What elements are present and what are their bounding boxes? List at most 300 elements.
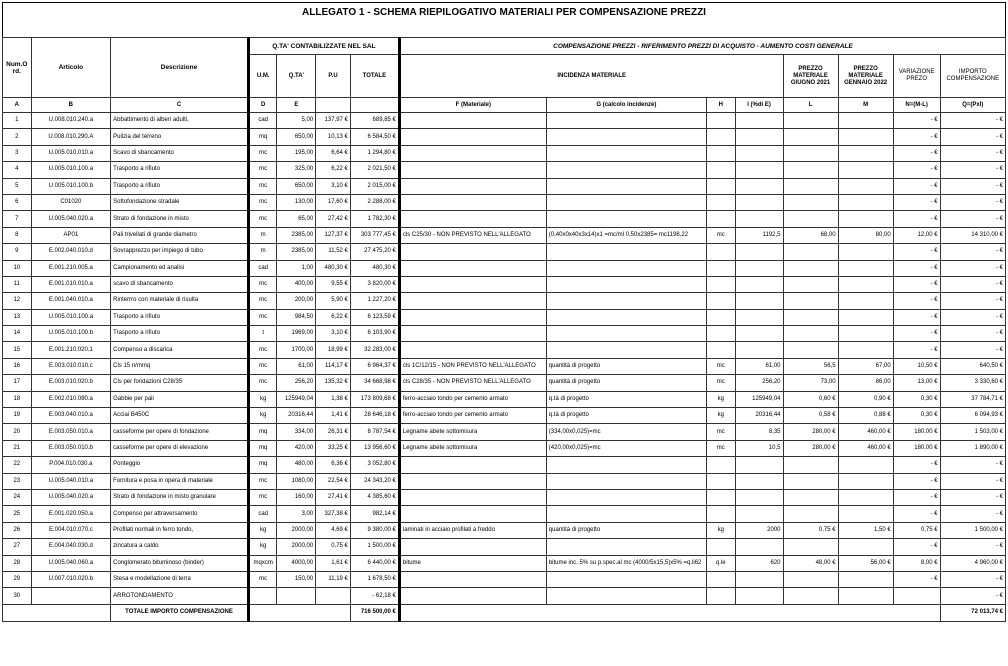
cell-articolo: E.001.210.005.a bbox=[31, 260, 111, 276]
table-row bbox=[3, 375, 1006, 391]
cell-incidenza bbox=[735, 194, 783, 210]
cell-qta: 200,00 bbox=[277, 293, 316, 309]
cell-prezzo-gennaio: 460,00 € bbox=[838, 440, 893, 456]
cell-variazione: 0,30 € bbox=[893, 391, 940, 407]
cell-pu: 327,38 € bbox=[316, 506, 351, 522]
cell-importo: - € bbox=[940, 260, 1005, 276]
column-letter: E bbox=[277, 98, 316, 113]
cell-h bbox=[706, 129, 735, 145]
table-row bbox=[3, 489, 1006, 505]
cell-qta: 480,00 bbox=[277, 457, 316, 473]
cell-articolo: E.002.010.080.a bbox=[31, 391, 111, 407]
cell-totale: 6 440,00 € bbox=[350, 555, 399, 571]
cell-materiale bbox=[399, 457, 546, 473]
cell-pu: 0,75 € bbox=[316, 539, 351, 555]
cell-articolo: U.005.010.100.a bbox=[31, 309, 111, 325]
cell-descrizione: Acciai B450C bbox=[111, 408, 249, 424]
header-qta-group: Q.TA' CONTABILIZZATE NEL SAL bbox=[248, 38, 399, 55]
cell-calcolo: (334,00x0,025)=mc bbox=[546, 424, 706, 440]
cell-importo: - € bbox=[940, 457, 1005, 473]
cell-qta: 400,00 bbox=[277, 276, 316, 292]
cell-importo: 37 784,71 € bbox=[940, 391, 1005, 407]
table-row bbox=[3, 178, 1006, 194]
table-row bbox=[3, 408, 1006, 424]
table-row bbox=[3, 260, 1006, 276]
cell-h: kg bbox=[706, 408, 735, 424]
cell-totale: 32 283,00 € bbox=[350, 342, 399, 358]
cell-materiale: cls C28/35 - NON PREVISTO NELL'ALLEGATO bbox=[399, 375, 546, 391]
cell-materiale bbox=[399, 276, 546, 292]
cell-variazione: - € bbox=[893, 571, 940, 587]
cell-num: 18 bbox=[3, 391, 32, 407]
cell-prezzo-gennaio bbox=[838, 473, 893, 489]
cell-variazione: - € bbox=[893, 309, 940, 325]
cell-h bbox=[706, 489, 735, 505]
cell-variazione: - € bbox=[893, 506, 940, 522]
cell-materiale: ferro-acciaio tondo per cemento armato bbox=[399, 391, 546, 407]
cell-articolo: E.003.040.010.a bbox=[31, 408, 111, 424]
cell-descrizione: Compenso a discarica bbox=[111, 342, 249, 358]
table-row bbox=[3, 571, 1006, 587]
header-num-ord: Num.O rd. bbox=[3, 38, 32, 98]
column-letter: G (calcolo incidenze) bbox=[546, 98, 706, 113]
cell-descrizione: Trasporto a rifiuto bbox=[111, 326, 249, 342]
cell-prezzo-gennaio: 86,00 bbox=[838, 375, 893, 391]
cell-prezzo-gennaio bbox=[838, 457, 893, 473]
cell-pu: 137,97 € bbox=[316, 113, 351, 129]
cell-num: 11 bbox=[3, 276, 32, 292]
column-letter: F (Materiale) bbox=[399, 98, 546, 113]
cell-incidenza bbox=[735, 326, 783, 342]
totals-importo: 72 013,74 € bbox=[940, 604, 1005, 621]
blank-row bbox=[2, 23, 1006, 37]
cell-calcolo bbox=[546, 211, 706, 227]
table-row bbox=[3, 424, 1006, 440]
cell-totale: 303 777,45 € bbox=[350, 227, 399, 243]
cell-prezzo-giugno bbox=[783, 489, 838, 505]
cell-pu: 1,61 € bbox=[316, 555, 351, 571]
cell-qta: 650,00 bbox=[277, 129, 316, 145]
cell-pu: 26,31 € bbox=[316, 424, 351, 440]
table-row bbox=[3, 440, 1006, 456]
cell-prezzo-gennaio bbox=[838, 293, 893, 309]
cell-pu: 27,42 € bbox=[316, 211, 351, 227]
column-letter: D bbox=[248, 98, 277, 113]
cell-calcolo: bitume inc. 5% su p.spec.al mc (4000/5x15,5)x5% =q.li62 bbox=[546, 555, 706, 571]
cell-h bbox=[706, 178, 735, 194]
cell-prezzo-giugno: 56,5 bbox=[783, 358, 838, 374]
header-articolo: Articolo bbox=[31, 38, 111, 98]
totals-label: TOTALE IMPORTO COMPENSAZIONE bbox=[111, 604, 249, 621]
cell-prezzo-gennaio: 67,00 bbox=[838, 358, 893, 374]
cell-descrizione: Abbattimento di alberi adulti, bbox=[111, 113, 249, 129]
table-row bbox=[3, 358, 1006, 374]
cell-num: 1 bbox=[3, 113, 32, 129]
table-row bbox=[3, 244, 1006, 260]
cell-incidenza bbox=[735, 489, 783, 505]
cell-calcolo bbox=[546, 309, 706, 325]
cell-materiale: cls C25/30 - NON PREVISTO NELL'ALLEGATO bbox=[399, 227, 546, 243]
cell-calcolo: (420,00x0,025)=mc bbox=[546, 440, 706, 456]
cell-pu: 127,37 € bbox=[316, 227, 351, 243]
cell-importo: - € bbox=[940, 194, 1005, 210]
cell-num: 30 bbox=[3, 588, 32, 604]
cell-importo: - € bbox=[940, 129, 1005, 145]
cell-importo: 6 094,93 € bbox=[940, 408, 1005, 424]
cell-articolo: E.003.050.010.a bbox=[31, 424, 111, 440]
cell-prezzo-giugno bbox=[783, 293, 838, 309]
cell-importo: - € bbox=[940, 162, 1005, 178]
cell-totale: - 62,18 € bbox=[350, 588, 399, 604]
cell-um: cad bbox=[248, 113, 277, 129]
cell-prezzo-gennaio bbox=[838, 342, 893, 358]
cell-importo: - € bbox=[940, 293, 1005, 309]
cell-calcolo bbox=[546, 326, 706, 342]
cell-incidenza: 61,00 bbox=[735, 358, 783, 374]
cell-calcolo bbox=[546, 129, 706, 145]
cell-importo: - € bbox=[940, 342, 1005, 358]
cell-qta: 2000,00 bbox=[277, 539, 316, 555]
cell-articolo: E.004.010.070.c bbox=[31, 522, 111, 538]
cell-articolo: P.004.010.030.a bbox=[31, 457, 111, 473]
header-importo: IMPORTO COMPENSAZIONE bbox=[940, 55, 1005, 98]
column-letter: M bbox=[838, 98, 893, 113]
cell-articolo: U.005.040.060.a bbox=[31, 555, 111, 571]
cell-articolo: E.002.040.010.d bbox=[31, 244, 111, 260]
cell-materiale bbox=[399, 129, 546, 145]
column-letter: A bbox=[3, 98, 32, 113]
cell-incidenza bbox=[735, 276, 783, 292]
cell-totale: 2 021,50 € bbox=[350, 162, 399, 178]
cell-incidenza bbox=[735, 145, 783, 161]
cell-um: kg bbox=[248, 539, 277, 555]
cell-materiale: laminati in acciaio profilati a freddo bbox=[399, 522, 546, 538]
totals-empty-cell bbox=[399, 604, 940, 621]
cell-num: 23 bbox=[3, 473, 32, 489]
cell-calcolo bbox=[546, 244, 706, 260]
cell-articolo: E.003.010.020.b bbox=[31, 375, 111, 391]
cell-calcolo bbox=[546, 457, 706, 473]
cell-incidenza bbox=[735, 211, 783, 227]
cell-variazione: 12,00 € bbox=[893, 227, 940, 243]
cell-incidenza bbox=[735, 473, 783, 489]
cell-um: mc bbox=[248, 178, 277, 194]
cell-descrizione: Scavo di sbancamento bbox=[111, 145, 249, 161]
cell-calcolo: (0,40x0x40x3x14)x1 =mc/ml 0,50x2385= mc1198,22 bbox=[546, 227, 706, 243]
cell-descrizione: Cls per fondazioni C28/35 bbox=[111, 375, 249, 391]
cell-um: mc bbox=[248, 194, 277, 210]
cell-articolo bbox=[31, 588, 111, 604]
cell-incidenza: 125949,04 bbox=[735, 391, 783, 407]
cell-articolo: U.005.010.100.a bbox=[31, 162, 111, 178]
table-body bbox=[3, 38, 1006, 622]
cell-totale: 6 103,90 € bbox=[350, 326, 399, 342]
cell-h bbox=[706, 162, 735, 178]
cell-materiale bbox=[399, 162, 546, 178]
cell-materiale bbox=[399, 309, 546, 325]
column-letter: Q=(PxI) bbox=[940, 98, 1005, 113]
cell-um: t bbox=[248, 326, 277, 342]
cell-descrizione: Cls 15 n/mmq bbox=[111, 358, 249, 374]
column-letter: C bbox=[111, 98, 249, 113]
cell-articolo: U.005.010.100.b bbox=[31, 178, 111, 194]
cell-articolo: U.005.010.010.a bbox=[31, 145, 111, 161]
cell-importo: - € bbox=[940, 539, 1005, 555]
cell-num: 22 bbox=[3, 457, 32, 473]
cell-pu: 6,64 € bbox=[316, 145, 351, 161]
cell-prezzo-gennaio: 0,90 € bbox=[838, 391, 893, 407]
cell-importo: - € bbox=[940, 326, 1005, 342]
cell-num: 12 bbox=[3, 293, 32, 309]
cell-h bbox=[706, 457, 735, 473]
cell-h bbox=[706, 211, 735, 227]
cell-descrizione: Rinterrro con materiale di risulta bbox=[111, 293, 249, 309]
header-um: U.M. bbox=[248, 55, 277, 98]
cell-qta: 5,00 bbox=[277, 113, 316, 129]
cell-prezzo-giugno bbox=[783, 129, 838, 145]
column-letter: L bbox=[783, 98, 838, 113]
column-letter: N=(M-L) bbox=[893, 98, 940, 113]
cell-prezzo-gennaio bbox=[838, 244, 893, 260]
cell-descrizione: Conglomerato bituminoso (binder) bbox=[111, 555, 249, 571]
cell-descrizione: scavo di sbancamento bbox=[111, 276, 249, 292]
cell-totale: 6 123,59 € bbox=[350, 309, 399, 325]
cell-prezzo-gennaio bbox=[838, 178, 893, 194]
cell-importo: - € bbox=[940, 211, 1005, 227]
cell-articolo: AP01 bbox=[31, 227, 111, 243]
cell-variazione: - € bbox=[893, 260, 940, 276]
header-prezzo-gennaio: PREZZO MATERIALE GENNAIO 2022 bbox=[838, 55, 893, 98]
cell-prezzo-gennaio bbox=[838, 145, 893, 161]
cell-articolo: E.001.210.020.1 bbox=[31, 342, 111, 358]
cell-prezzo-giugno bbox=[783, 588, 838, 604]
cell-variazione: 0,30 € bbox=[893, 408, 940, 424]
header-row-groups bbox=[3, 38, 1006, 55]
cell-articolo: U.005.040.020.a bbox=[31, 211, 111, 227]
cell-prezzo-gennaio bbox=[838, 276, 893, 292]
cell-importo: - € bbox=[940, 113, 1005, 129]
cell-descrizione: Ponteggio bbox=[111, 457, 249, 473]
table-row bbox=[3, 473, 1006, 489]
cell-qta bbox=[277, 588, 316, 604]
cell-h bbox=[706, 113, 735, 129]
cell-um: mq bbox=[248, 440, 277, 456]
cell-um: mc bbox=[248, 309, 277, 325]
cell-prezzo-giugno bbox=[783, 309, 838, 325]
cell-calcolo bbox=[546, 539, 706, 555]
cell-materiale bbox=[399, 342, 546, 358]
cell-descrizione: Pali trivellati di grande diametro bbox=[111, 227, 249, 243]
cell-pu: 9,55 € bbox=[316, 276, 351, 292]
cell-totale: 9 380,00 € bbox=[350, 522, 399, 538]
cell-pu: 1,38 € bbox=[316, 391, 351, 407]
cell-pu: 3,10 € bbox=[316, 326, 351, 342]
cell-materiale: Legname abete sottomisura bbox=[399, 440, 546, 456]
cell-h bbox=[706, 473, 735, 489]
cell-variazione: - € bbox=[893, 145, 940, 161]
table-row bbox=[3, 555, 1006, 571]
cell-materiale bbox=[399, 178, 546, 194]
cell-pu: 6,22 € bbox=[316, 309, 351, 325]
cell-incidenza bbox=[735, 588, 783, 604]
cell-num: 15 bbox=[3, 342, 32, 358]
cell-materiale bbox=[399, 473, 546, 489]
cell-prezzo-giugno bbox=[783, 326, 838, 342]
header-totale: TOTALE bbox=[350, 55, 399, 98]
cell-prezzo-giugno: 0,58 € bbox=[783, 408, 838, 424]
cell-variazione: - € bbox=[893, 194, 940, 210]
cell-h bbox=[706, 145, 735, 161]
cell-articolo: U.005.010.100.b bbox=[31, 326, 111, 342]
cell-h bbox=[706, 309, 735, 325]
cell-descrizione: Sottofondazione stradale bbox=[111, 194, 249, 210]
cell-prezzo-giugno bbox=[783, 244, 838, 260]
cell-um: mq bbox=[248, 457, 277, 473]
cell-prezzo-giugno: 48,00 € bbox=[783, 555, 838, 571]
cell-num: 25 bbox=[3, 506, 32, 522]
cell-prezzo-gennaio bbox=[838, 194, 893, 210]
cell-prezzo-giugno bbox=[783, 457, 838, 473]
cell-incidenza bbox=[735, 539, 783, 555]
cell-um: mq bbox=[248, 129, 277, 145]
header-pu: P.U bbox=[316, 55, 351, 98]
cell-descrizione: Gabbie per pali bbox=[111, 391, 249, 407]
cell-materiale bbox=[399, 194, 546, 210]
cell-articolo: U.005.040.020.a bbox=[31, 489, 111, 505]
cell-pu: 27,41 € bbox=[316, 489, 351, 505]
cell-calcolo bbox=[546, 571, 706, 587]
table-row bbox=[3, 129, 1006, 145]
cell-prezzo-giugno: 280,00 € bbox=[783, 440, 838, 456]
cell-qta: 2385,00 bbox=[277, 227, 316, 243]
cell-totale: 28 646,18 € bbox=[350, 408, 399, 424]
cell-h bbox=[706, 571, 735, 587]
cell-variazione: - € bbox=[893, 113, 940, 129]
cell-prezzo-giugno bbox=[783, 194, 838, 210]
header-variazione: VARIAZIONE PREZO bbox=[893, 55, 940, 98]
cell-um: mc bbox=[248, 473, 277, 489]
cell-calcolo bbox=[546, 260, 706, 276]
cell-um: mc bbox=[248, 489, 277, 505]
cell-incidenza bbox=[735, 342, 783, 358]
cell-qta: 150,00 bbox=[277, 571, 316, 587]
cell-importo: 4 960,00 € bbox=[940, 555, 1005, 571]
cell-descrizione: ARROTONDAMENTO bbox=[111, 588, 249, 604]
cell-um: mc bbox=[248, 342, 277, 358]
cell-qta: 1700,00 bbox=[277, 342, 316, 358]
cell-incidenza bbox=[735, 260, 783, 276]
cell-totale: 1 678,50 € bbox=[350, 571, 399, 587]
cell-variazione: - € bbox=[893, 211, 940, 227]
cell-variazione: - € bbox=[893, 342, 940, 358]
cell-prezzo-giugno bbox=[783, 539, 838, 555]
column-letter: H bbox=[706, 98, 735, 113]
cell-h: mc bbox=[706, 424, 735, 440]
cell-totale: 4 385,60 € bbox=[350, 489, 399, 505]
cell-pu: 6,36 € bbox=[316, 457, 351, 473]
cell-calcolo: q.tà di progetto bbox=[546, 408, 706, 424]
cell-h: mc bbox=[706, 227, 735, 243]
cell-qta: 65,00 bbox=[277, 211, 316, 227]
cell-totale: 6 964,37 € bbox=[350, 358, 399, 374]
cell-incidenza: 10,5 bbox=[735, 440, 783, 456]
cell-prezzo-gennaio bbox=[838, 539, 893, 555]
cell-pu: 5,90 € bbox=[316, 293, 351, 309]
cell-descrizione: Trasporto a rifiuto bbox=[111, 178, 249, 194]
cell-calcolo bbox=[546, 178, 706, 194]
cell-incidenza bbox=[735, 244, 783, 260]
cell-totale: 1 294,80 € bbox=[350, 145, 399, 161]
cell-incidenza: 1192,5 bbox=[735, 227, 783, 243]
cell-pu: 10,13 € bbox=[316, 129, 351, 145]
cell-descrizione: Strato di fondazione in misto bbox=[111, 211, 249, 227]
cell-incidenza: 20316,44 bbox=[735, 408, 783, 424]
cell-num: 16 bbox=[3, 358, 32, 374]
cell-variazione: - € bbox=[893, 276, 940, 292]
column-letter bbox=[316, 98, 351, 113]
cell-h: mc bbox=[706, 358, 735, 374]
cell-calcolo bbox=[546, 194, 706, 210]
cell-descrizione: Sovrapprezzo per impiego di tubo bbox=[111, 244, 249, 260]
cell-h bbox=[706, 326, 735, 342]
cell-incidenza bbox=[735, 309, 783, 325]
header-compensazione-group: COMPENSAZIONE PREZZI - RIFERIMENTO PREZZI DI ACQUISTO - AUMENTO COSTI GENERALE bbox=[399, 38, 1005, 55]
column-letter bbox=[350, 98, 399, 113]
cell-qta: 650,00 bbox=[277, 178, 316, 194]
column-letter: I (%di E) bbox=[735, 98, 783, 113]
cell-totale: 2 288,00 € bbox=[350, 194, 399, 210]
table-row bbox=[3, 113, 1006, 129]
cell-qta: 325,00 bbox=[277, 162, 316, 178]
column-letter: B bbox=[31, 98, 111, 113]
cell-qta: 4000,00 bbox=[277, 555, 316, 571]
cell-um: kg bbox=[248, 522, 277, 538]
cell-articolo: E.003.050.010.b bbox=[31, 440, 111, 456]
cell-calcolo bbox=[546, 473, 706, 489]
spreadsheet-sheet bbox=[2, 2, 1006, 662]
cell-pu: 33,25 € bbox=[316, 440, 351, 456]
cell-num: 10 bbox=[3, 260, 32, 276]
cell-importo: - € bbox=[940, 489, 1005, 505]
cell-variazione: - € bbox=[893, 293, 940, 309]
cell-calcolo bbox=[546, 342, 706, 358]
cell-importo: - € bbox=[940, 145, 1005, 161]
cell-prezzo-gennaio bbox=[838, 489, 893, 505]
cell-totale: 24 343,20 € bbox=[350, 473, 399, 489]
cell-materiale bbox=[399, 588, 546, 604]
cell-num: 19 bbox=[3, 408, 32, 424]
cell-materiale: cls 1C/12/15 - NON PREVISTO NELL'ALLEGATO bbox=[399, 358, 546, 374]
cell-articolo: E.003.010.010.c bbox=[31, 358, 111, 374]
cell-um: mc bbox=[248, 211, 277, 227]
header-descrizione: Descrizione bbox=[111, 38, 249, 98]
cell-incidenza bbox=[735, 506, 783, 522]
cell-num: 17 bbox=[3, 375, 32, 391]
cell-descrizione: Pulizia del terreno bbox=[111, 129, 249, 145]
cell-articolo: U.005.040.010.a bbox=[31, 473, 111, 489]
materials-table bbox=[2, 37, 1006, 622]
cell-num: 5 bbox=[3, 178, 32, 194]
cell-qta: 256,20 bbox=[277, 375, 316, 391]
cell-calcolo: q.tà di progetto bbox=[546, 391, 706, 407]
cell-calcolo bbox=[546, 145, 706, 161]
cell-h: kg bbox=[706, 522, 735, 538]
cell-prezzo-gennaio bbox=[838, 506, 893, 522]
cell-pu: 17,60 € bbox=[316, 194, 351, 210]
cell-prezzo-giugno bbox=[783, 113, 838, 129]
cell-prezzo-gennaio bbox=[838, 309, 893, 325]
cell-descrizione: Stesa e modellazione di terra bbox=[111, 571, 249, 587]
